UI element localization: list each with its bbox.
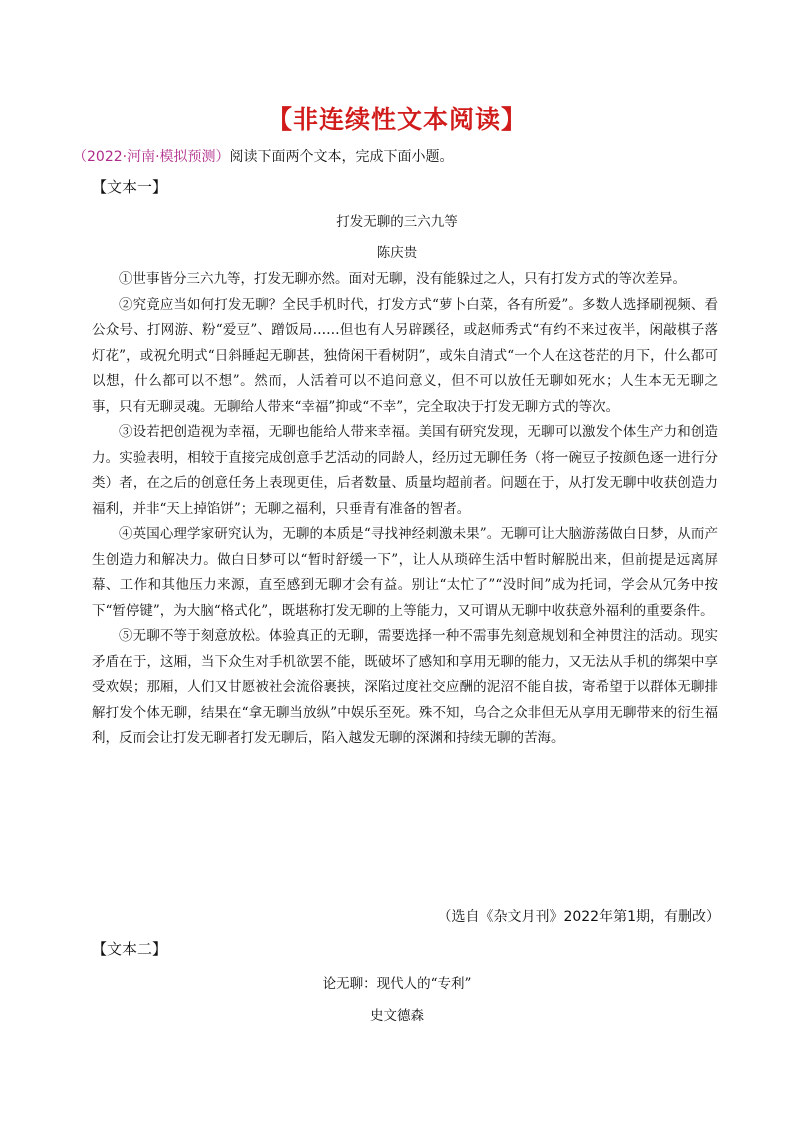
text1-author: 陈庆贵 xyxy=(376,245,418,261)
paragraph-3: ③设若把创造视为幸福，无聊也能给人带来幸福。美国有研究发现，无聊可以激发个体生产力和创造力。实验表明，相较于直接完成创意手艺活动的同龄人，经历过无聊任务（将一碗豆子按颜色逐一进行分类）者，在之后的创意任务上表现更佳，后者数量、质量均超前者。问题在于，从打发无聊中收获创造力福利，并非“天上掉馅饼”；无聊之福利，只垂青有准备的智者。 xyxy=(92,424,718,517)
paragraph-2: ②究竟应当如何打发无聊？全民手机时代，打发方式“萝卜白菜，各有所爱”。多数人选择刷视频、看公众号、打网游、粉“爱豆”、蹭饭局……但也有人另辟蹊径，或赵师秀式“有约不来过夜半，闲敲棋子落灯花”，或祝允明式“日斜睡起无聊甚，独倚闲干看树阴”，或朱自清式“一个人在这苍茫的月下，什么都可以想，什么都可以不想”。然而，人活着可以不追问意义，但不可以放任无聊如死水；人生本无无聊之事，只有无聊灵魂。无聊给人带来“幸福”抑或“不幸”，完全取决于打发无聊方式的等次。 xyxy=(92,296,718,415)
paragraph-5: ⑤无聊不等于刻意放松。体验真正的无聊，需要选择一种不需事先刻意规划和全神贯注的活动。现实矛盾在于，这厢，当下众生对手机欲罢不能，既破坏了感知和享用无聊的能力，又无法从手机的绑架中享受欢娱；那厢，人们又甘愿被社会流俗裹挟，深陷过度社交应酬的泥沼不能自拔，寄希望于以群体无聊排解打发个体无聊，结果在“拿无聊当放纵”中娱乐至死。殊不知，乌合之众非但无从享用无聊带来的衍生福利，反而会让打发无聊者打发无聊后，陷入越发无聊的深渊和持续无聊的苦海。 xyxy=(92,628,718,746)
question-instruction: 阅读下面两个文本，完成下面小题。 xyxy=(229,149,454,165)
text2-heading: 论无聊：现代人的“专利” xyxy=(322,976,472,992)
paragraph-1: ①世事皆分三六九等，打发无聊亦然。面对无聊，没有能躲过之人，只有打发方式的等次差异。 xyxy=(119,271,686,287)
question-intro xyxy=(73,146,733,168)
question-source: （2022·河南·模拟预测） xyxy=(73,149,230,165)
text2-author: 史文德森 xyxy=(370,1008,424,1024)
text1-source-note: （选自《杂文月刊》2022年第1期，有删改） xyxy=(437,909,720,925)
text1-label: 【文本一】 xyxy=(92,178,168,196)
page-title: 【非连续性文本阅读】 xyxy=(266,105,527,134)
text1-heading: 打发无聊的三六九等 xyxy=(336,214,458,230)
paragraph-4: ④英国心理学家研究认为，无聊的本质是“寻找神经刺激未果”。无聊可让大脑游荡做白日梦，从而产生创造力和解决力。做白日梦可以“暂时舒缓一下”，让人从琐碎生活中暂时解脱出来，但前提是远离屏幕、工作和其他压力来源，直至感到无聊才会有益。别让“太忙了”“没时间”成为托词，学会从冗务中按下“暂停键”，为大脑“格式化”，既堪称打发无聊的上等能力，又可谓从无聊中收获意外福利的重要条件。 xyxy=(92,526,718,619)
text2-label: 【文本二】 xyxy=(92,940,168,958)
text1-body xyxy=(92,267,718,752)
